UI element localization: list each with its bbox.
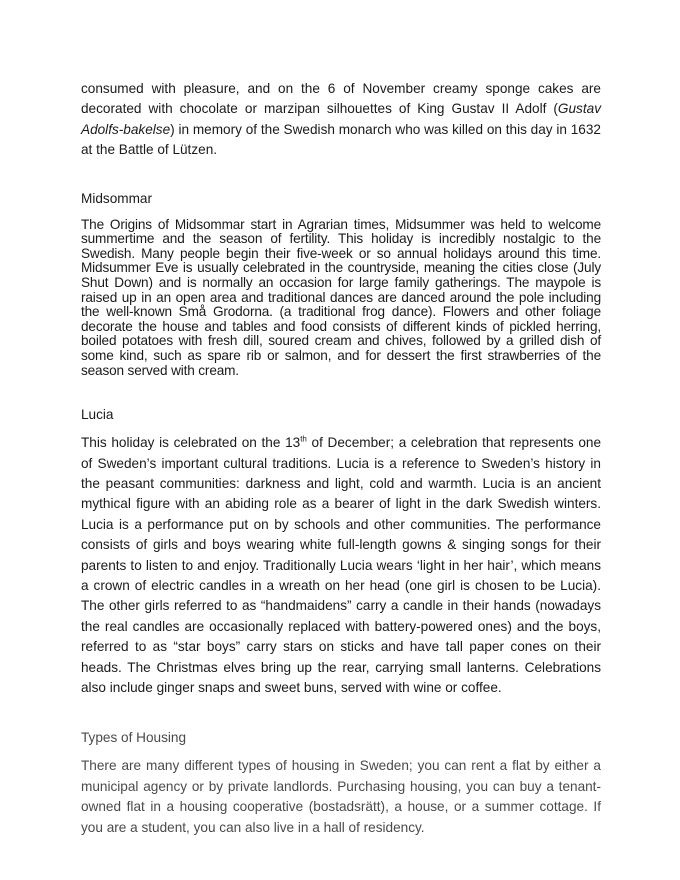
intro-paragraph (81, 79, 601, 161)
intro-text-before: consumed with pleasure, and on the 6 of November creamy sponge cakes are decorated with chocolate or marzipan silhouettes of King Gustav II Adolf ( (81, 81, 601, 117)
midsommar-paragraph: The Origins of Midsommar start in Agrarian times, Midsummer was held to welcome summertime and the season of fertility. This holiday is incredibly nostalgic to the Swedish. Many people begin their five-week or so annual holidays around this time. Midsummer Eve is usually celebrated in the countryside, meaning the cities close (July Shut Down) and is normally an occasion for large family gatherings. The maypole is raised up in an open area and traditional dances are danced around the pole including the well-known Små Grodorna. (a traditional frog dance). Flowers and other foliage decorate the house and tables and food consists of different kinds of pickled herring, boiled potatoes with fresh dill, soured cream and chives, followed by a grilled dish of some kind, such as spare rib or salmon, and for dessert the first strawberries of the season served with cream. (81, 216, 601, 378)
lucia-heading: Lucia (81, 407, 114, 423)
lucia-superscript: th (300, 434, 307, 444)
intro-italic-term: Gustav Adolfs-bakelse (81, 101, 601, 137)
midsommar-heading: Midsommar (81, 190, 152, 206)
lucia-paragraph (81, 433, 601, 698)
document-page (81, 79, 601, 838)
housing-heading: Types of Housing (81, 730, 187, 746)
lucia-text-before: This holiday is celebrated on the 13 (81, 435, 301, 451)
housing-paragraph: There are many different types of housing in Sweden; you can rent a flat by either a municipal agency or by private landlords. Purchasing housing, you can buy a tenant-owned flat in a housing cooperative (bostadsrätt), a house, or a summer cottage. If you are a student, you can also live in a hall of residency. (81, 758, 601, 835)
intro-text-after: ) in memory of the Swedish monarch who was killed on this day in 1632 at the Battle of Lützen. (81, 121, 601, 158)
lucia-text-after: of December; a celebration that represents one of Sweden’s important cultural traditions. Lucia is a reference to Sweden’s history in the peasant communities: darkness and light, cold and warmth. Lucia is an ancient mythical figure with an abiding role as a bearer of light in the dark Swedish winters. Lucia is a performance put on by schools and other communities. The performance consists of girls and boys wearing white full-length gowns & singing songs for their parents to listen to and enjoy. Traditionally Lucia wears ‘light in her hair’, which means a crown of electric candles in a wreath on her head (one girl is chosen to be Lucia). The other girls referred to as “handmaidens” carry a candle in their hands (nowadays the real candles are occasionally replaced with battery-powered ones) and the boys, referred to as “star boys” carry stars on sticks and have tall paper cones on their heads. The Christmas elves bring up the rear, carrying small lanterns. Celebrations also include ginger snaps and sweet buns, served with wine or coffee. (81, 435, 601, 696)
